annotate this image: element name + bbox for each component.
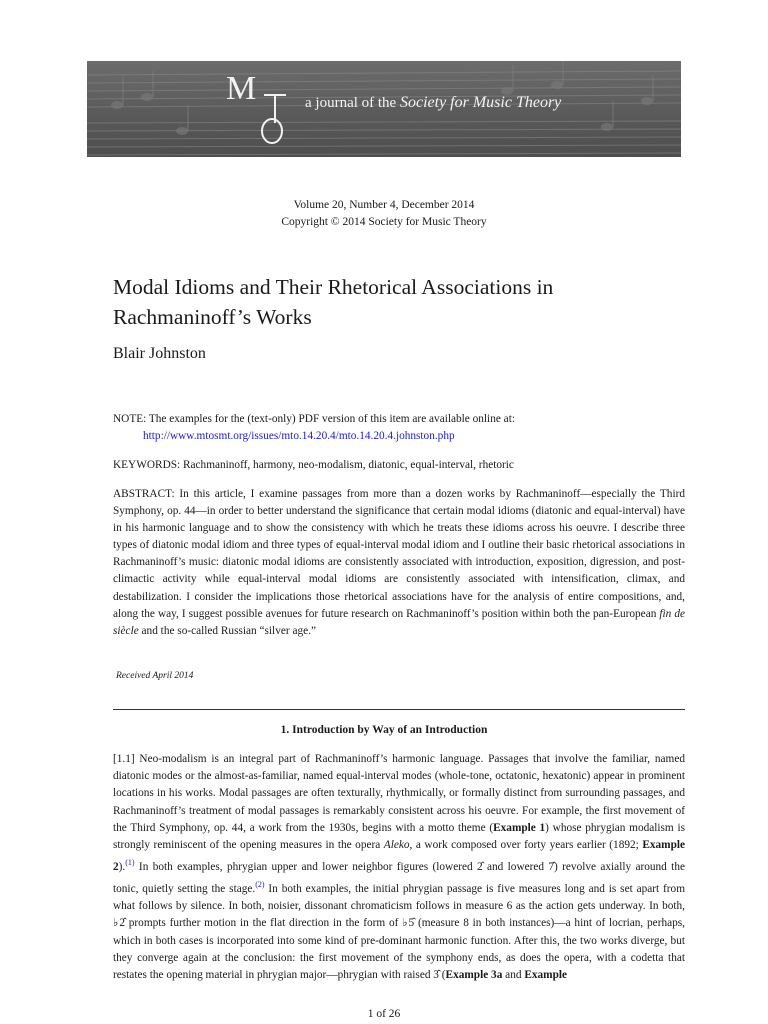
copyright-line: Copyright © 2014 Society for Music Theory <box>281 216 487 228</box>
abstract-text-2: and the so-called Russian “silver age.” <box>138 624 316 637</box>
para-text: , a work composed over forty years earlier (1892; <box>409 839 643 852</box>
mto-logo <box>224 65 294 149</box>
para-text: ). <box>118 860 126 873</box>
abstract-text-1: ABSTRACT: In this article, I examine passages from more than a dozen works by Rachmaninoff—especially the Third Symphony, op. 44—in order to better understand the significance that certain modal idioms (diatonic and equal-interval) have in his harmonic language and to show the consistency with which he treats these idioms across his oeuvre. I describe three types of diatonic modal idiom and three types of equal-interval modal idiom and I outline their basic rhetorical associations in Rachmaninoff’s music: diatonic modal idioms are consistently associated with introduction, exposition, digression, and post-climactic activity while equal-interval modal idioms are consistently associated with intensification, climax, and destabilization. I consider the implications those rhetorical associations have for the analysis of entire compositions, and, along the way, I suggest possible avenues for future research on Rachmaninoff’s position within both the pan-European <box>113 488 685 620</box>
paragraph-1-1 <box>113 751 685 984</box>
para-text: ) whose phrygian modalism is strongly reminiscent of the opening measures in the opera <box>113 821 685 852</box>
note-text: NOTE: The examples for the (text-only) PDF version of this item are available online at: <box>113 413 515 425</box>
article-author: Blair Johnston <box>113 345 206 362</box>
journal-banner <box>87 61 681 157</box>
abstract-italic: fin de siècle <box>113 607 685 637</box>
para-text: [1.1] Neo-modalism is an integral part of Rachmaninoff’s harmonic language. Passages that involve the familiar, named diatonic modes or the almost-as-familiar, named equal-interval modes (whole-tone, octatonic, hexatonic) appear in prominent locations in his works. Modal passages are often texturally, rhythmically, or formally distinct from surrounding passages, and Rachmaninoff’s treatment of modal passages is remarkably consistent across his oeuvre. For example, the first movement of the Third Symphony, op. 44, a work from the 1930s, begins with a motto theme ( <box>113 753 685 834</box>
para-text: In both examples, phrygian upper and lower neighbor figures (lowered 2̂ and lowered 7̂) revolve axially around the tonic, quietly setting the stage. <box>113 860 685 895</box>
page-number: 1 of 26 <box>367 1008 401 1020</box>
volume-line: Volume 20, Number 4, December 2014 <box>293 199 475 211</box>
section-divider <box>113 709 685 710</box>
footnote-1-link[interactable]: (1) <box>125 858 135 868</box>
examples-link[interactable]: http://www.mtosmt.org/issues/mto.14.20.4/mto.14.20.4.johnston.php <box>143 430 455 442</box>
section-heading: 1. Introduction by Way of an Introduction <box>280 724 488 736</box>
svg-text:M: M <box>226 70 257 107</box>
para-text: and <box>502 968 525 981</box>
note-block <box>113 411 688 445</box>
example-3a-ref[interactable]: Example 3a <box>445 968 503 981</box>
tagline-prefix: a journal of the <box>305 95 397 111</box>
example-ref[interactable]: Example <box>524 968 568 981</box>
keywords: KEYWORDS: Rachmaninoff, harmony, neo-modalism, diatonic, equal-interval, rhetoric <box>113 459 514 471</box>
received-date: Received April 2014 <box>116 671 194 681</box>
opera-title: Aleko <box>383 839 410 852</box>
tagline-society: Society for Music Theory <box>399 94 562 111</box>
footnote-2-link[interactable]: (2) <box>255 880 265 890</box>
para-text: In both examples, the initial phrygian passage is five measures long and is set apart from what follows by silence. In both, noisier, dissonant chromaticism follows in measure 6 as the action gets underway. In both, ♭2̂ prompts further motion in the flat direction in the form of ♭5̂ (measure 8 in both instances)—a hint of locrian, perhaps, which in both cases is incorporated into some kind of pre-dominant harmonic function. After this, the two works diverge, but they converge again at the conclusion: the first movement of the symphony ends, as does the opera, with a codetta that restates the opening material in phrygian major—phrygian with raised 3̂ ( <box>113 882 685 981</box>
abstract <box>113 486 685 640</box>
journal-tagline <box>305 94 561 112</box>
example-1-ref[interactable]: Example 1 <box>493 821 546 834</box>
example-2-ref[interactable]: Example 2 <box>113 839 686 873</box>
article-title: Modal Idioms and Their Rhetorical Associations in Rachmaninoff’s Works <box>113 275 554 329</box>
issue-info <box>0 197 768 231</box>
